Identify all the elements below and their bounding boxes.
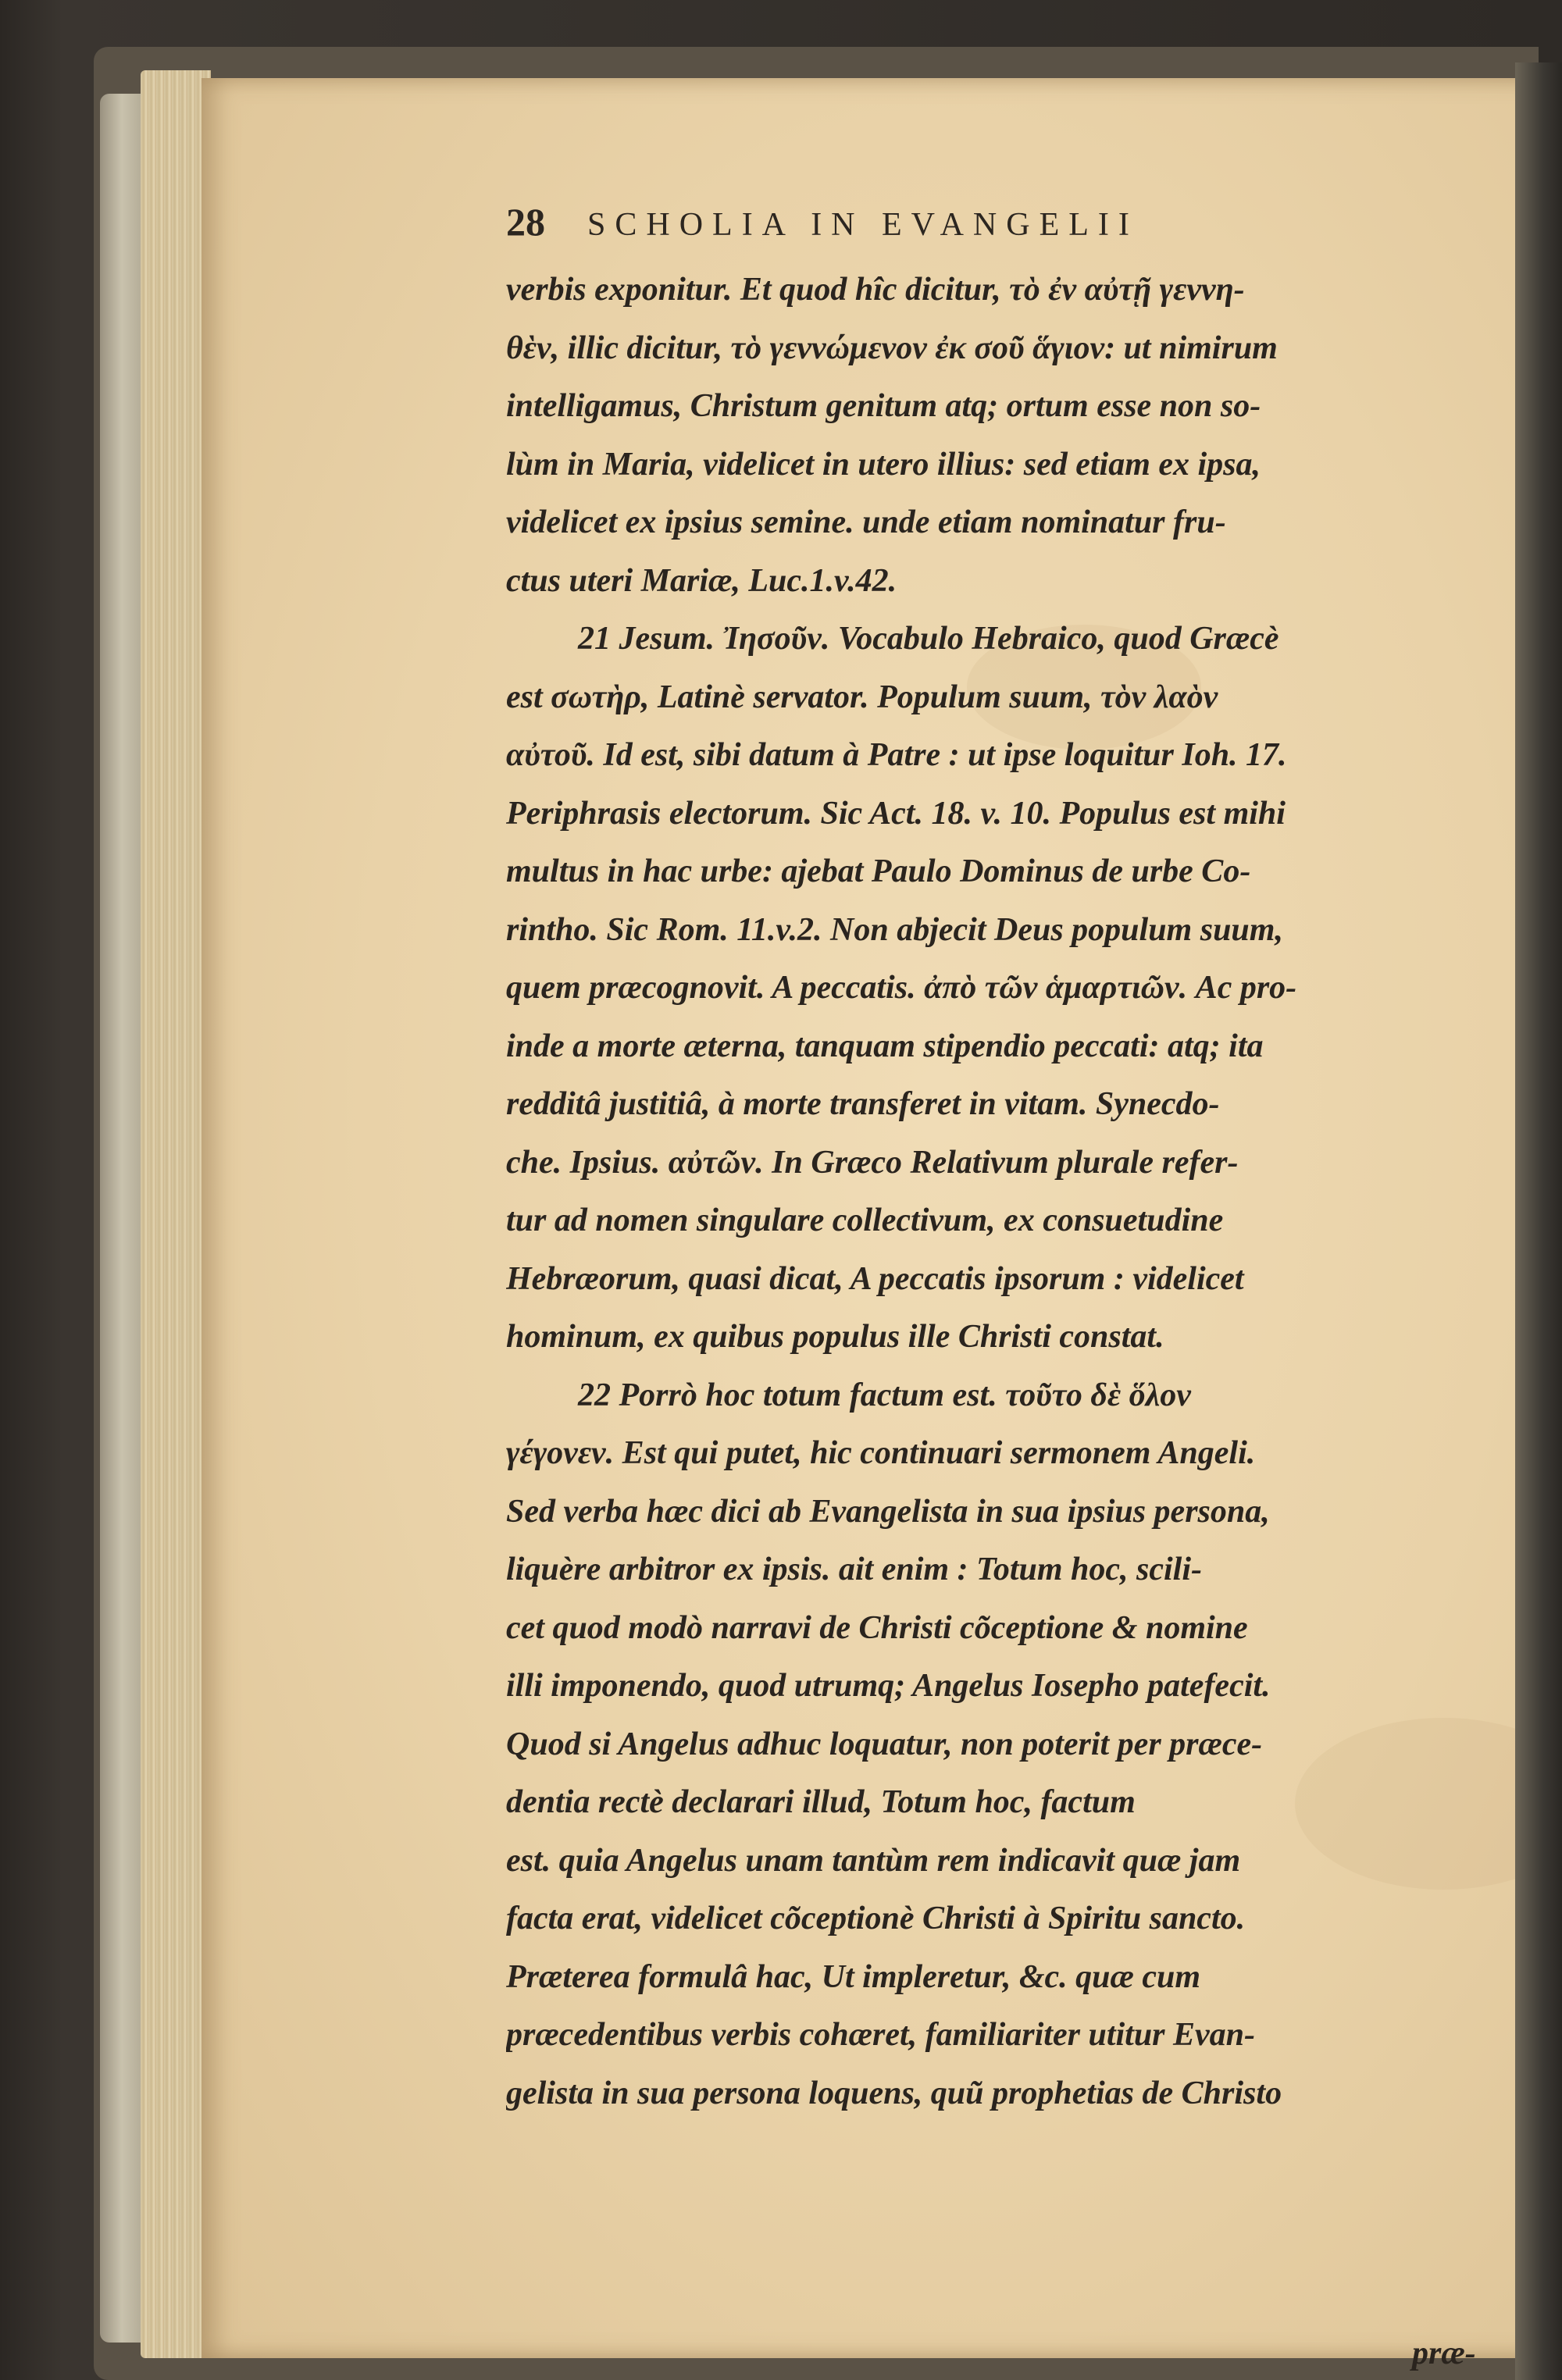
text-line: hominum, ex quibus populus ille Christi constat. [506, 1319, 1164, 1355]
text-line: redditâ justitiâ, à morte transferet in vitam. Synecdo- [506, 1086, 1220, 1122]
text-line: lùm in Maria, videlicet in utero illius: sed etiam ex ipsa, [506, 446, 1261, 483]
text-line: multus in hac urbe: ajebat Paulo Dominus de urbe Co- [506, 853, 1251, 889]
text-line: θὲν, illic dicitur, τὸ γεννώμενον ἐκ σοῦ ἅγιον: ut nimirum [506, 330, 1278, 366]
text-line: est. quia Angelus unam tantùm rem indicavit quæ jam [506, 1842, 1241, 1879]
text-line: rintho. Sic Rom. 11.v.2. Non abjecit Deus populum suum, [506, 911, 1283, 948]
text-line: Periphrasis electorum. Sic Act. 18. v. 10. Populus est mihi [506, 795, 1286, 832]
page-header [506, 199, 1428, 254]
text-line: liquère arbitror ex ipsis. ait enim : Totum hoc, scili- [506, 1552, 1203, 1587]
text-line: Quod si Angelus adhuc loquatur, non poterit per præce- [506, 1726, 1263, 1762]
text-line: quem præcognovit. A peccatis. ἀπὸ τῶν ἁμαρτιῶν. Ac pro- [506, 970, 1297, 1006]
verse-line: 21 Jesum. Ἰησοῦν. Vocabulo Hebraico, quod Græcè [578, 621, 1279, 657]
text-line: tur ad nomen singulare collectivum, ex consuetudine [506, 1202, 1224, 1238]
text-line: illi imponendo, quod utrumq; Angelus Iosepho patefecit. [506, 1668, 1271, 1704]
running-head: SCHOLIA IN EVANGELII [587, 207, 1139, 243]
text-line: dentia rectè declarari illud, Totum hoc, factum [506, 1784, 1136, 1820]
text-line: gelista in sua persona loquens, quũ prophetias de Christo [506, 2075, 1282, 2111]
text-line: verbis exponitur. Et quod hîc dicitur, τὸ ἐν αὐτῇ γεννη- [506, 272, 1245, 308]
text-line: Sed verba hæc dici ab Evangelista in sua ipsius persona, [506, 1493, 1270, 1530]
text-line: αὐτοῦ. Id est, sibi datum à Patre : ut ipse loquitur Ioh. 17. [506, 737, 1287, 773]
body-text [506, 261, 1455, 2122]
text-line: facta erat, videlicet cõceptionè Christi à Spiritu sancto. [506, 1901, 1246, 1936]
text-line: Hebræorum, quasi dicat, A peccatis ipsorum : videlicet [506, 1260, 1244, 1297]
page-edges [141, 70, 211, 2358]
text-line: che. Ipsius. αὐτῶν. In Græco Relativum plurale refer- [506, 1144, 1239, 1181]
text-line: præcedentibus verbis cohæret, familiariter utitur Evan- [506, 2017, 1256, 2053]
page-number: 28 [506, 200, 545, 244]
text-line: est σωτὴρ, Latinè servator. Populum suum, τὸν λαὸν [506, 679, 1218, 715]
text-line: videlicet ex ipsius semine. unde etiam nominatur fru- [506, 504, 1226, 540]
text-line: cet quod modò narravi de Christi cõceptione & nomine [506, 1609, 1248, 1646]
text-line: Præterea formulâ hac, Ut impleretur, &c. quæ cum [506, 1958, 1201, 1995]
catchword: præ- [1412, 2335, 1476, 2371]
text-line: inde a morte æterna, tanquam stipendio peccati: atq; ita [506, 1028, 1264, 1064]
verse-line: 22 Porrò hoc totum factum est. τοῦτο δὲ ὅλον [578, 1377, 1191, 1413]
facing-page-gutter [1515, 62, 1562, 2380]
text-line: intelligamus, Christum genitum atq; ortum esse non so- [506, 388, 1261, 424]
text-line: γέγονεν. Est qui putet, hic continuari sermonem Angeli. [506, 1435, 1256, 1471]
text-line: ctus uteri Mariæ, Luc.1.v.42. [506, 562, 897, 599]
